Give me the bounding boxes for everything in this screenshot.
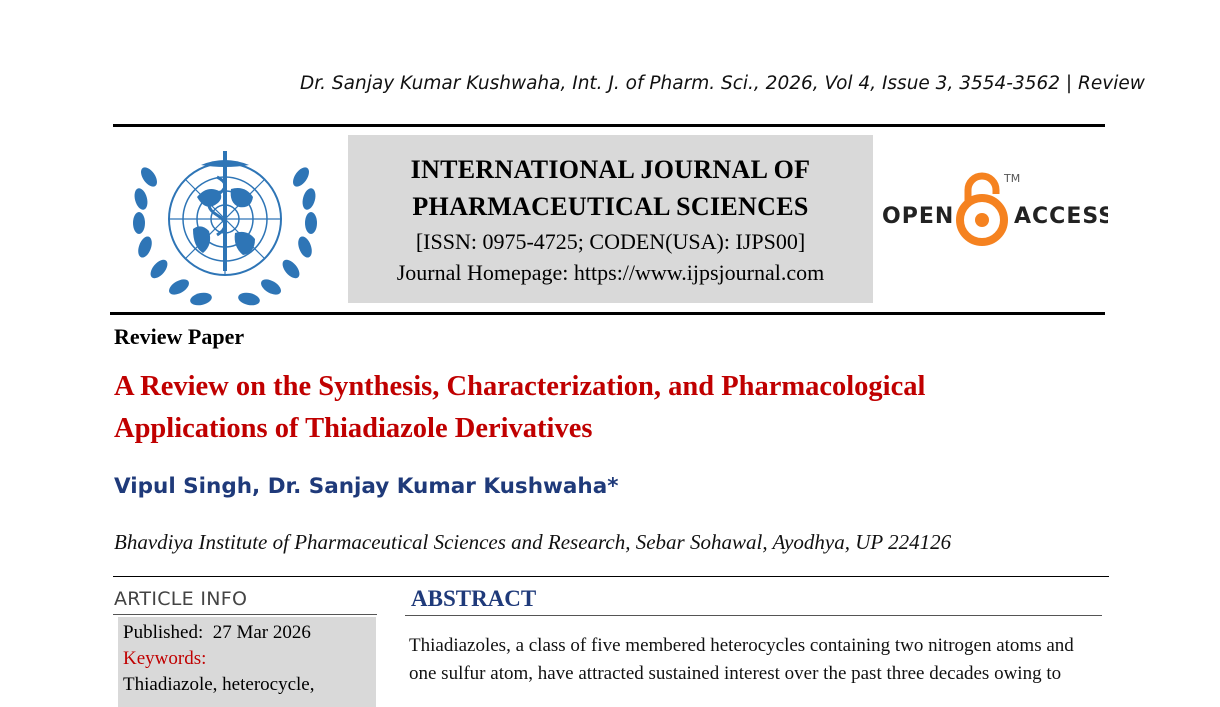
keywords-label: Keywords:: [123, 648, 207, 669]
header-bottom-rule: [110, 312, 1105, 315]
keywords-list: Thiadiazole, heterocycle,: [123, 674, 315, 695]
running-citation-header: Dr. Sanjay Kumar Kushwaha, Int. J. of Pharm. Sci., 2026, Vol 4, Issue 3, 3554-3562 | Review: [300, 73, 1145, 94]
paper-type-label: Review Paper: [114, 324, 245, 349]
journal-name-line2: PHARMACEUTICAL SCIENCES: [412, 192, 809, 221]
open-lock-icon: [960, 176, 1004, 242]
article-info-box: [118, 617, 376, 707]
abstract-heading: ABSTRACT: [411, 586, 537, 611]
open-access-word-left: OPEN: [882, 204, 955, 229]
open-access-logo: [880, 162, 1108, 254]
journal-name-line1: INTERNATIONAL JOURNAL OF: [410, 155, 811, 184]
journal-issn: [ISSN: 0975-4725; CODEN(USA): IJPS00]: [415, 229, 806, 254]
paper-authors: Vipul Singh, Dr. Sanjay Kumar Kushwaha*: [114, 474, 619, 499]
paper-title-line1: A Review on the Synthesis, Characterization, and Pharmacological: [114, 371, 926, 402]
open-access-word-right: ACCESS: [1014, 204, 1108, 229]
journal-homepage: Journal Homepage: https://www.ijpsjournal.com: [396, 260, 825, 285]
abstract-line: one sulfur atom, have attracted sustained interest over the past three decades owing to: [409, 663, 1062, 684]
section-divider: [113, 576, 1109, 577]
journal-info-box: [348, 135, 873, 303]
article-info-heading: ARTICLE INFO: [114, 588, 248, 610]
abstract-body: [409, 632, 1106, 688]
paper-title: [114, 366, 1104, 450]
published-row: [123, 620, 371, 646]
journal-emblem-logo: [127, 137, 323, 307]
author-affiliation: Bhavdiya Institute of Pharmaceutical Sciences and Research, Sebar Sohawal, Ayodhya, UP 224126: [114, 530, 952, 554]
header-top-rule: [113, 124, 1105, 127]
abstract-underline: [405, 615, 1102, 616]
open-access-trademark: TM: [1004, 172, 1021, 185]
published-label: Published:: [123, 622, 204, 643]
published-date: 27 Mar 2026: [212, 622, 311, 643]
abstract-line: Thiadiazoles, a class of five membered heterocycles containing two nitrogen atoms and: [409, 635, 1074, 656]
journal-name: [348, 151, 873, 225]
article-info-underline: [113, 614, 377, 615]
paper-title-line2: Applications of Thiadiazole Derivatives: [114, 413, 593, 444]
